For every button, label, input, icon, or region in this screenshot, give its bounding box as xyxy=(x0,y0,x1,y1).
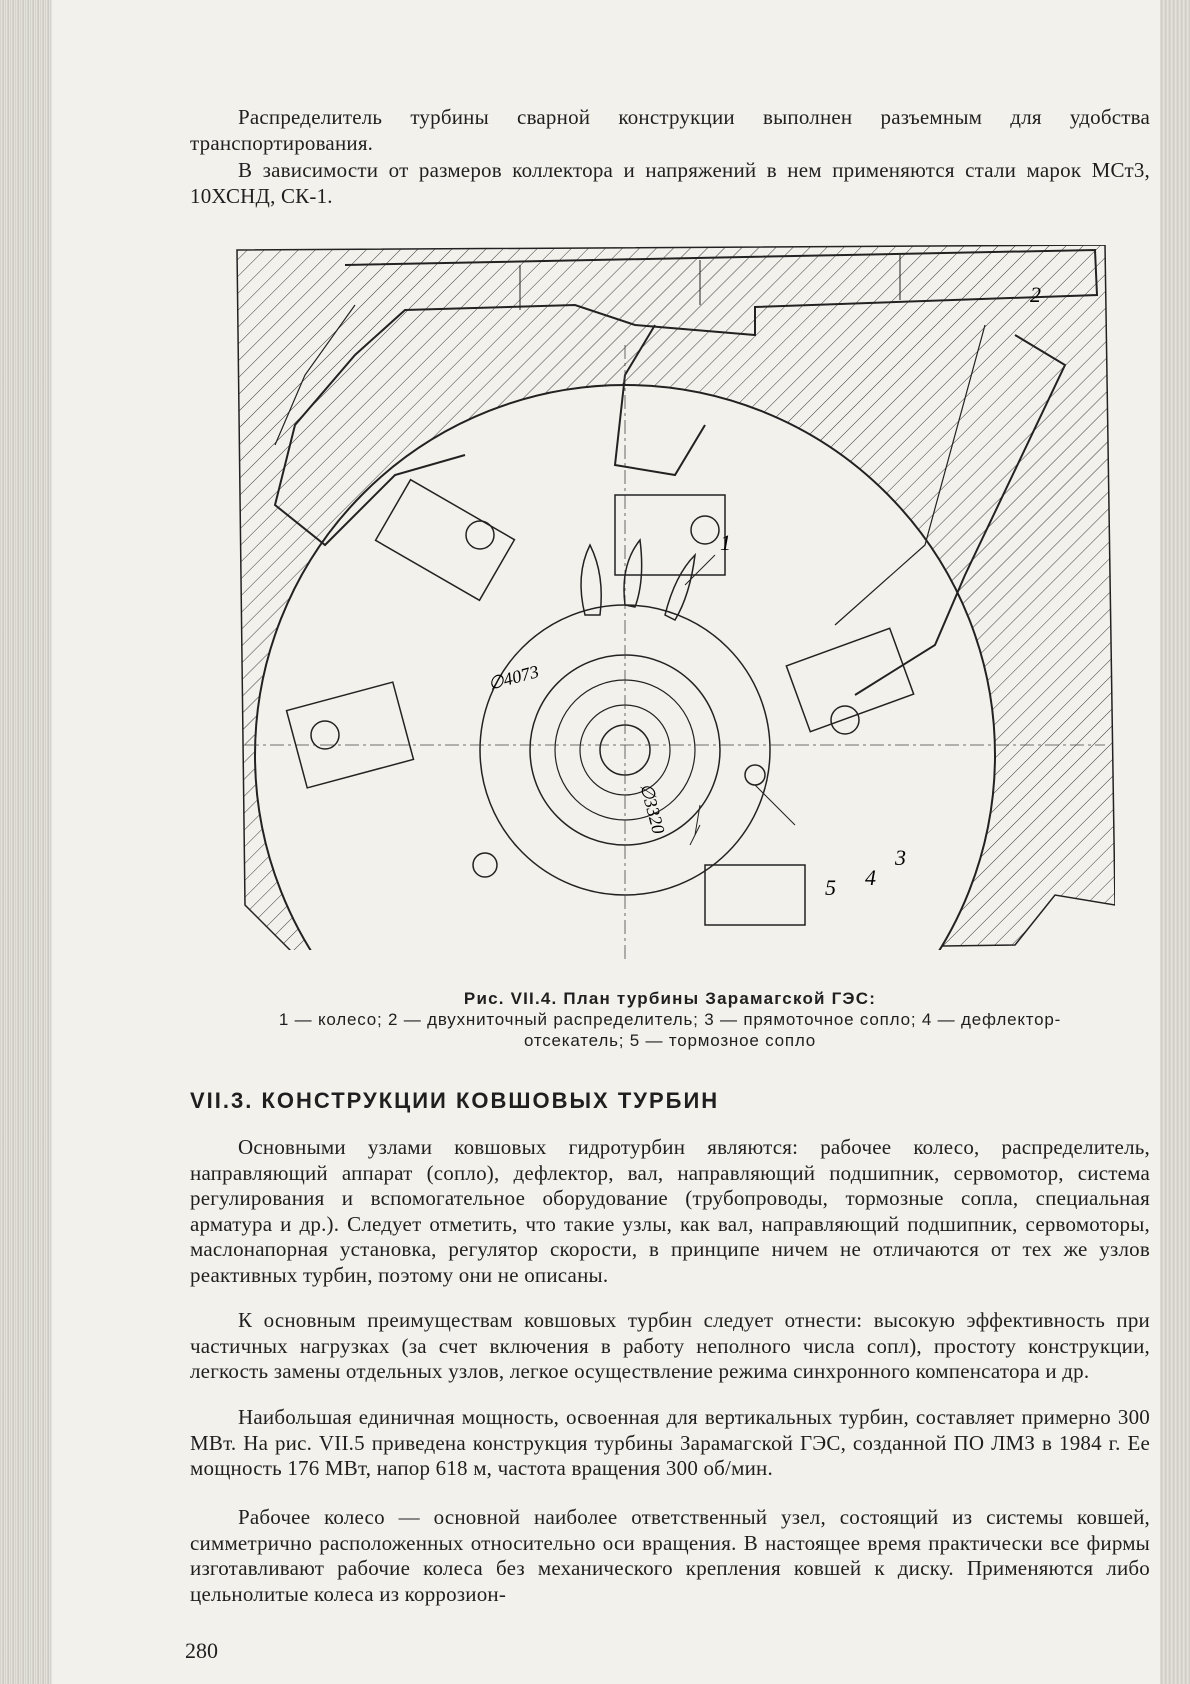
book-page xyxy=(180,0,1150,1684)
dim-label-inner: ∅3320 xyxy=(636,780,669,836)
caption-legend-line-2: отсекатель; 5 — тормозное сопло xyxy=(523,1031,817,1050)
page-number: 280 xyxy=(185,1638,218,1663)
book-spine-left xyxy=(0,0,52,1684)
dim-label-outer: ∅4073 xyxy=(485,661,541,694)
caption-legend-line-1: 1 — колесо; 2 — двухниточный распределитель; 3 — прямоточное сопло; 4 — дефлектор- xyxy=(278,1010,1062,1029)
paragraph-runner: Рабочее колесо — основной наиболее ответственный узел, состоящий из системы ковшей, симметрично расположенных относительно оси вращения. В настоящее время практически все фирмы изготавливают рабочие колеса без механического крепления ковшей к диску. Применяются либо цельнолитые колеса из коррозион- xyxy=(190,1505,1150,1606)
caption-title: Рис. VII.4. План турбины Зарамагской ГЭС: xyxy=(463,989,877,1008)
book-spine-right xyxy=(1160,0,1190,1684)
label-1: 1 xyxy=(720,530,731,555)
section-heading: VII.3. КОНСТРУКЦИИ КОВШОВЫХ ТУРБИН xyxy=(190,1088,720,1113)
figure-caption xyxy=(190,988,1150,1051)
paragraph-steel-grades: В зависимости от размеров коллектора и напряжений в нем применяются стали марок МСт3, 10ХСНД, СК-1. xyxy=(190,158,1150,208)
paragraph-main-units: Основными узлами ковшовых гидротурбин являются: рабочее колесо, распределитель, направляющий аппарат (сопло), дефлектор, вал, направляющий подшипник, сервомотор, система регулирования и вспомогательное оборудование (трубопроводы, тормозные сопла, специальная арматура и др.). Следует отметить, что такие узлы, как вал, направляющий подшипник, сервомоторы, маслонапорная установка, регулятор скорости, в принципе ничем не отличаются от тех же узлов реактивных турбин, поэтому они не описаны. xyxy=(190,1135,1150,1287)
paragraph-max-power: Наибольшая единичная мощность, освоенная для вертикальных турбин, составляет примерно 300 МВт. На рис. VII.5 приведена конструкция турбины Зарамагской ГЭС, созданной ПО ЛМЗ в 1984 г. Ее мощность 176 МВт, напор 618 м, частота вращения 300 об/мин. xyxy=(190,1405,1150,1480)
paragraph-advantages: К основным преимуществам ковшовых турбин следует отнести: высокую эффективность при частичных нагрузках (за счет включения в работу неполного числа сопл), простоту конструкции, легкость замены отдельных узлов, легкое осуществление режима синхронного компенсатора и др. xyxy=(190,1308,1150,1383)
label-2: 2 xyxy=(1030,282,1041,307)
label-5: 5 xyxy=(825,875,836,900)
paragraph-distributor: Распределитель турбины сварной конструкции выполнен разъемным для удобства транспортирования. xyxy=(190,105,1150,155)
turbine-plan-figure xyxy=(235,245,1115,965)
label-3: 3 xyxy=(895,845,906,870)
turbine-plan-drawing xyxy=(235,245,1115,965)
label-4: 4 xyxy=(865,865,876,890)
